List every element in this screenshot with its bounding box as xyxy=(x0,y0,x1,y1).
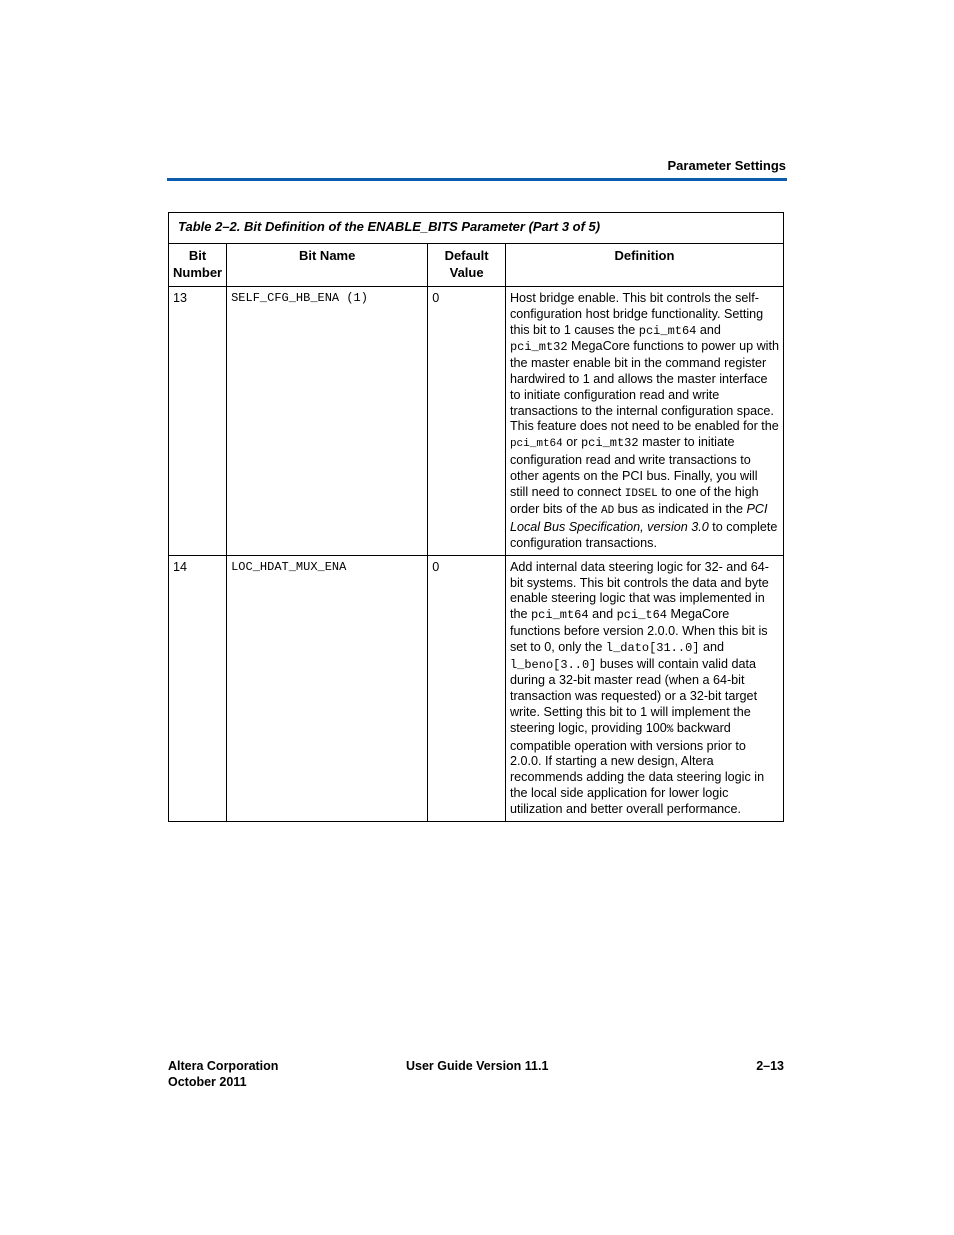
column-header-default-value: Default Value xyxy=(428,244,506,287)
definition-text: MegaCore functions to power up with the master enable bit in the command register hardwired to 1 and allows the master interface to initiate configuration read and write transactions to the internal configuration space. This feature does not need to be enabled for the xyxy=(509,339,779,434)
running-header-title: Parameter Settings xyxy=(667,158,786,173)
bit-number-cell: 13 xyxy=(169,287,227,556)
footer-page-number: 2–13 xyxy=(756,1059,784,1073)
definition-text: and xyxy=(696,322,721,337)
definition-text: bus as indicated in the xyxy=(614,502,747,517)
column-header-definition: Definition xyxy=(505,244,783,287)
code-term: pci_t64 xyxy=(616,608,668,623)
footer-guide-version: User Guide Version 11.1 xyxy=(406,1059,549,1073)
definition-text: Add internal data steering logic for 32- and 64-bit systems. This bit controls the data and byte enable steering logic that was implemented in the xyxy=(509,559,769,622)
bit-name-cell: SELF_CFG_HB_ENA (1) xyxy=(227,287,428,556)
code-term: pci_mt64 xyxy=(509,438,563,451)
column-header-bit-name: Bit Name xyxy=(227,244,428,287)
definition-cell xyxy=(505,555,783,821)
definition-text: or xyxy=(562,435,581,450)
footer-date: October 2011 xyxy=(168,1074,247,1089)
default-value-cell: 0 xyxy=(428,287,506,556)
code-term: pci_mt64 xyxy=(638,323,697,338)
code-term: pci_mt32 xyxy=(580,436,639,451)
code-term: l_beno[3..0] xyxy=(509,657,597,672)
code-term: IDSEL xyxy=(624,487,658,500)
default-value-cell: 0 xyxy=(428,555,506,821)
footer-company-block xyxy=(168,1059,278,1090)
definition-text: backward compatible operation with versions prior to 2.0.0. If starting a new design, Altera recommends adding the data steering logic in the local side application for lower logic utilization and better overall performance. xyxy=(509,720,765,816)
bit-name-cell: LOC_HDAT_MUX_ENA xyxy=(227,555,428,821)
definition-text: and xyxy=(699,639,725,654)
code-term: AD xyxy=(600,505,615,518)
footer-company: Altera Corporation xyxy=(168,1059,279,1073)
code-term: pci_mt64 xyxy=(530,608,589,623)
definition-text: MegaCore functions before version 2.0.0. When this bit is set to 0, only the xyxy=(509,607,768,654)
code-term: l_dato[31..0] xyxy=(605,640,700,655)
table-header-row xyxy=(169,244,784,287)
definition-text: buses will contain valid data during a 32-bit master read (when a 64-bit transaction was requested) or a 32-bit target write. Setting this bit to 1 will implement the steering logic, providing 100 xyxy=(509,656,758,735)
bit-number-cell: 14 xyxy=(169,555,227,821)
table-caption: Table 2–2. Bit Definition of the ENABLE_BITS Parameter (Part 3 of 5) xyxy=(169,213,784,244)
header-rule xyxy=(167,178,787,181)
table-row xyxy=(169,555,784,821)
column-header-bit-number: Bit Number xyxy=(169,244,227,287)
definition-text: to complete configuration transactions. xyxy=(509,520,778,550)
definition-text: Host bridge enable. This bit controls the self-configuration host bridge functionality. Setting this bit to 1 causes the xyxy=(509,291,764,337)
code-term: pci_mt32 xyxy=(509,340,568,355)
code-term: % xyxy=(666,723,674,736)
table-row xyxy=(169,287,784,556)
definition-cell xyxy=(505,287,783,556)
enable-bits-table xyxy=(168,212,784,822)
definition-text: and xyxy=(588,607,617,622)
definition-text: to one of the high order bits of the xyxy=(509,484,759,517)
definition-text: master to initiate configuration read and write transactions to other agents on the PCI bus. Finally, you will still need to connect xyxy=(509,435,758,499)
spec-reference: PCI Local Bus Specification, version 3.0 xyxy=(509,502,768,535)
